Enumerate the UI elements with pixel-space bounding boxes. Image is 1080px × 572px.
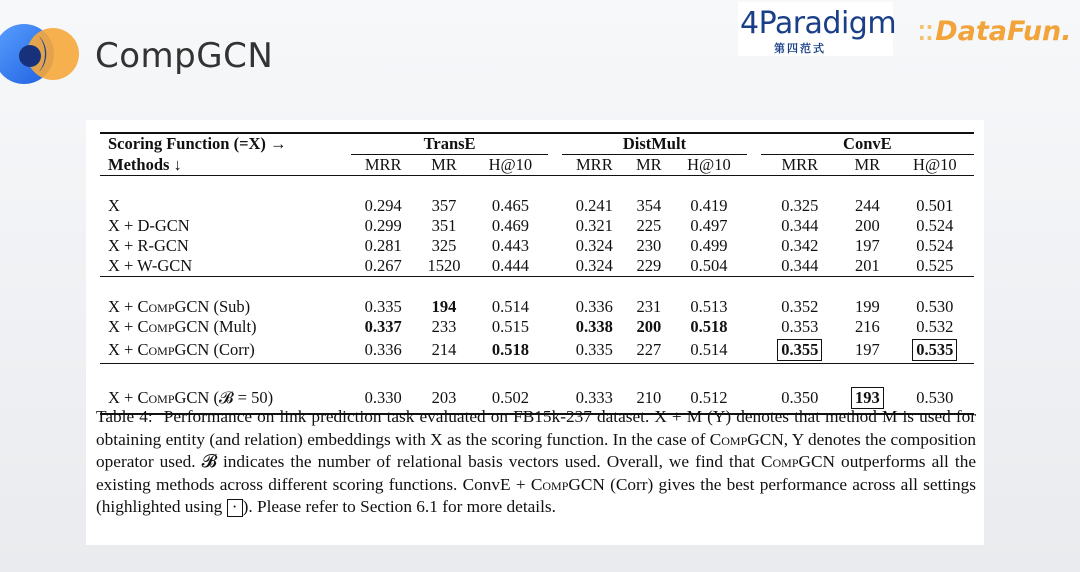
value-cell: 0.336 <box>364 339 402 359</box>
metric-header: H@10 <box>913 155 957 174</box>
value-cell: 0.350 <box>781 388 819 407</box>
value-cell: 0.514 <box>491 297 529 316</box>
table-metric-header <box>100 155 974 176</box>
value-cell: 214 <box>431 339 457 359</box>
method-cell: X <box>108 196 120 215</box>
value-cell: 0.525 <box>916 256 954 275</box>
value-cell: 0.324 <box>575 256 613 275</box>
metric-header: MR <box>854 155 881 174</box>
value-cell: 0.497 <box>690 216 728 235</box>
boxed-dot-icon: · <box>227 499 243 517</box>
value-cell: 0.443 <box>491 236 529 255</box>
value-cell: 225 <box>636 216 662 235</box>
table-row <box>100 337 974 363</box>
value-cell: 244 <box>854 196 880 215</box>
paper-excerpt <box>86 120 984 545</box>
metric-header: H@10 <box>687 155 731 174</box>
value-cell: 0.524 <box>916 216 954 235</box>
caption-text: Performance on link prediction task evaluated on FB15k-237 dataset. X + M (Y) denotes that method M is used for obtaining entity (and relation) embeddings with X as the scoring function. In the case of <box>96 407 976 449</box>
value-cell-highlighted: 0.535 <box>912 339 957 361</box>
value-cell: 0.325 <box>781 196 819 215</box>
value-cell: 200 <box>854 216 880 235</box>
value-cell: 0.530 <box>916 388 954 407</box>
slide-title: CompGCN <box>95 36 274 76</box>
value-cell: 197 <box>854 236 880 255</box>
value-cell-best: 194 <box>431 297 457 316</box>
datafun-wordmark: DataFun. <box>935 16 1072 47</box>
value-cell: 0.532 <box>916 317 954 336</box>
value-cell: 0.469 <box>491 216 529 235</box>
value-cell: 0.514 <box>690 339 728 359</box>
value-cell: 0.281 <box>364 236 402 255</box>
4paradigm-subtitle: 第四范式 <box>774 43 826 55</box>
value-cell: 0.512 <box>690 388 728 407</box>
value-cell-best: 0.518 <box>491 339 529 359</box>
value-cell: 197 <box>854 339 880 359</box>
scoring-function-label: Scoring Function (=X) → <box>108 134 287 154</box>
value-cell: 201 <box>854 256 880 275</box>
value-cell: 351 <box>431 216 457 235</box>
value-cell: 0.504 <box>690 256 728 275</box>
value-cell: 0.344 <box>781 256 819 275</box>
caption-label: Table 4: <box>96 407 153 426</box>
table-row <box>100 256 974 277</box>
table-row <box>100 196 974 216</box>
value-cell: 0.336 <box>575 297 613 316</box>
table-row <box>100 317 974 337</box>
value-cell-best: 0.518 <box>690 317 728 336</box>
value-cell: 230 <box>636 236 662 255</box>
value-cell: 0.419 <box>690 196 728 215</box>
value-cell-highlighted: 193 <box>851 387 884 409</box>
datafun-logo <box>918 16 1072 47</box>
value-cell: 0.502 <box>491 388 529 407</box>
value-cell: 0.267 <box>364 256 402 275</box>
value-cell: 0.241 <box>575 196 613 215</box>
group-transe: TransE <box>351 133 548 155</box>
value-cell: 0.321 <box>575 216 613 235</box>
group-distmult: DistMult <box>562 133 747 155</box>
value-cell: 0.352 <box>781 297 819 316</box>
value-cell: 216 <box>854 317 880 336</box>
caption-compgcn: CompGCN <box>760 452 836 471</box>
table-row <box>100 297 974 317</box>
value-cell: 0.530 <box>916 297 954 316</box>
table-caption <box>96 406 976 519</box>
value-cell: 0.335 <box>364 297 402 316</box>
value-cell: 203 <box>431 388 457 407</box>
method-cell: X + CompGCN (𝓑 = 50) <box>108 388 274 407</box>
metric-header: MR <box>431 155 457 174</box>
method-cell: X + CompGCN (Sub) <box>108 297 251 316</box>
value-cell: 0.524 <box>916 236 954 255</box>
table-row <box>100 216 974 236</box>
value-cell-highlighted: 0.355 <box>777 339 822 361</box>
value-cell: 0.353 <box>781 317 819 336</box>
value-cell: 0.324 <box>575 236 613 255</box>
value-cell: 229 <box>636 256 662 275</box>
value-cell: 0.342 <box>781 236 819 255</box>
value-cell: 0.333 <box>575 388 613 407</box>
value-cell: 227 <box>636 339 662 359</box>
caption-text: outperforms all the existing methods across different scoring functions. ConvE + <box>96 452 977 494</box>
method-cell: X + CompGCN (Mult) <box>108 317 257 336</box>
results-table <box>100 132 974 415</box>
value-cell: 233 <box>431 317 457 336</box>
value-cell: 0.299 <box>364 216 402 235</box>
value-cell: 354 <box>636 196 662 215</box>
group-conve: ConvE <box>761 133 974 155</box>
metric-header: MRR <box>576 155 613 174</box>
value-cell: 0.515 <box>491 317 529 336</box>
table-row <box>100 236 974 256</box>
value-cell: 199 <box>854 297 880 316</box>
caption-compgcn: CompGCN <box>530 474 605 494</box>
4paradigm-logo <box>738 2 897 56</box>
value-cell-best: 0.338 <box>575 317 613 336</box>
metric-header: H@10 <box>488 155 533 174</box>
value-cell: 0.330 <box>364 388 402 407</box>
caption-text: (Corr) gives the best performance across all settings (highlighted using <box>96 474 976 516</box>
caption-compgcn: CompGCN <box>709 429 784 449</box>
datafun-dots-icon: ⁚⁚ <box>918 21 934 45</box>
caption-text: , Y denotes the composition operator used. 𝓑 indicates the number of relational basis vectors used. Overall, we find that <box>96 429 976 471</box>
value-cell: 0.465 <box>491 196 529 215</box>
method-cell: X + R-GCN <box>108 236 189 255</box>
method-cell: X + W-GCN <box>108 256 193 275</box>
methods-label: Methods ↓ <box>108 154 182 174</box>
value-cell: 210 <box>636 388 662 407</box>
value-cell: 0.294 <box>364 196 402 215</box>
value-cell: 231 <box>636 297 662 316</box>
value-cell: 357 <box>431 196 457 215</box>
value-cell: 0.344 <box>781 216 819 235</box>
value-cell-best: 200 <box>636 317 662 336</box>
method-cell: X + CompGCN (Corr) <box>108 339 255 359</box>
value-cell: 0.444 <box>491 256 529 275</box>
metric-header: MRR <box>781 155 819 174</box>
metric-header: MR <box>635 155 662 174</box>
value-cell: 325 <box>431 236 457 255</box>
value-cell: 0.499 <box>690 236 728 255</box>
value-cell: 0.513 <box>690 297 728 316</box>
compgcn-logo-icon <box>0 22 82 86</box>
value-cell: 1520 <box>427 256 461 275</box>
value-cell: 0.335 <box>575 339 613 359</box>
method-cell: X + D-GCN <box>108 216 190 235</box>
metric-header: MRR <box>364 155 402 174</box>
4paradigm-wordmark: 4Paradigm <box>740 6 897 41</box>
caption-text: ). Please refer to Section 6.1 for more details. <box>242 497 556 516</box>
value-cell-best: 0.337 <box>364 317 402 336</box>
value-cell: 0.501 <box>916 196 954 215</box>
table-group-header <box>100 133 974 155</box>
